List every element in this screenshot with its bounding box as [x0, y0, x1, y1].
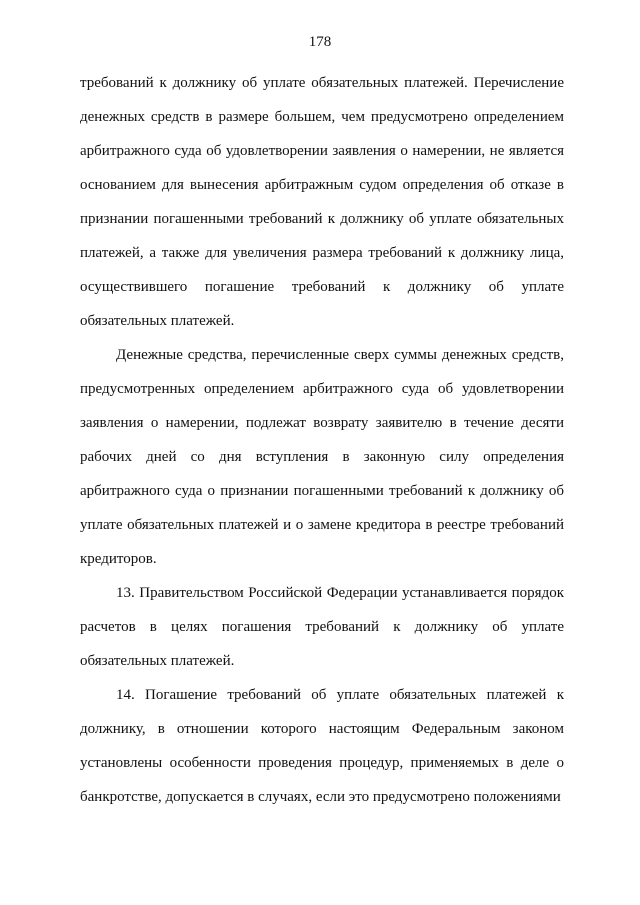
paragraph-continuation: требований к должнику об уплате обязательных платежей. Перечисление денежных средств в размере большем, чем предусмотрено определением арбитражного суда об удовлетворении заявления о намерении, не является основанием для вынесения арбитражным судом определения об отказе в признании погашенными требований к должнику об уплате обязательных платежей, а также для увеличения размера требований к должнику лица, осуществившего погашение требований к должнику об уплате обязательных платежей.: [80, 75, 564, 329]
paragraph-item-14: 14. Погашение требований об уплате обязательных платежей к должнику, в отношении которого настоящим Федеральным законом установлены особенности проведения процедур, применяемых в деле о банкротстве, допускается в случаях, если это предусмотрено положениями: [80, 687, 564, 805]
paragraph-item-13: 13. Правительством Российской Федерации устанавливается порядок расчетов в целях погашения требований к должнику об уплате обязательных платежей.: [80, 585, 564, 669]
document-body: [80, 66, 564, 814]
page-number: 178: [308, 34, 332, 50]
paragraph-refund: Денежные средства, перечисленные сверх суммы денежных средств, предусмотренных определением арбитражного суда об удовлетворении заявления о намерении, подлежат возврату заявителю в течение десяти рабочих дней со дня вступления в законную силу определения арбитражного суда о признании погашенными требований к должнику об уплате обязательных платежей и о замене кредитора в реестре требований кредиторов.: [80, 347, 564, 567]
